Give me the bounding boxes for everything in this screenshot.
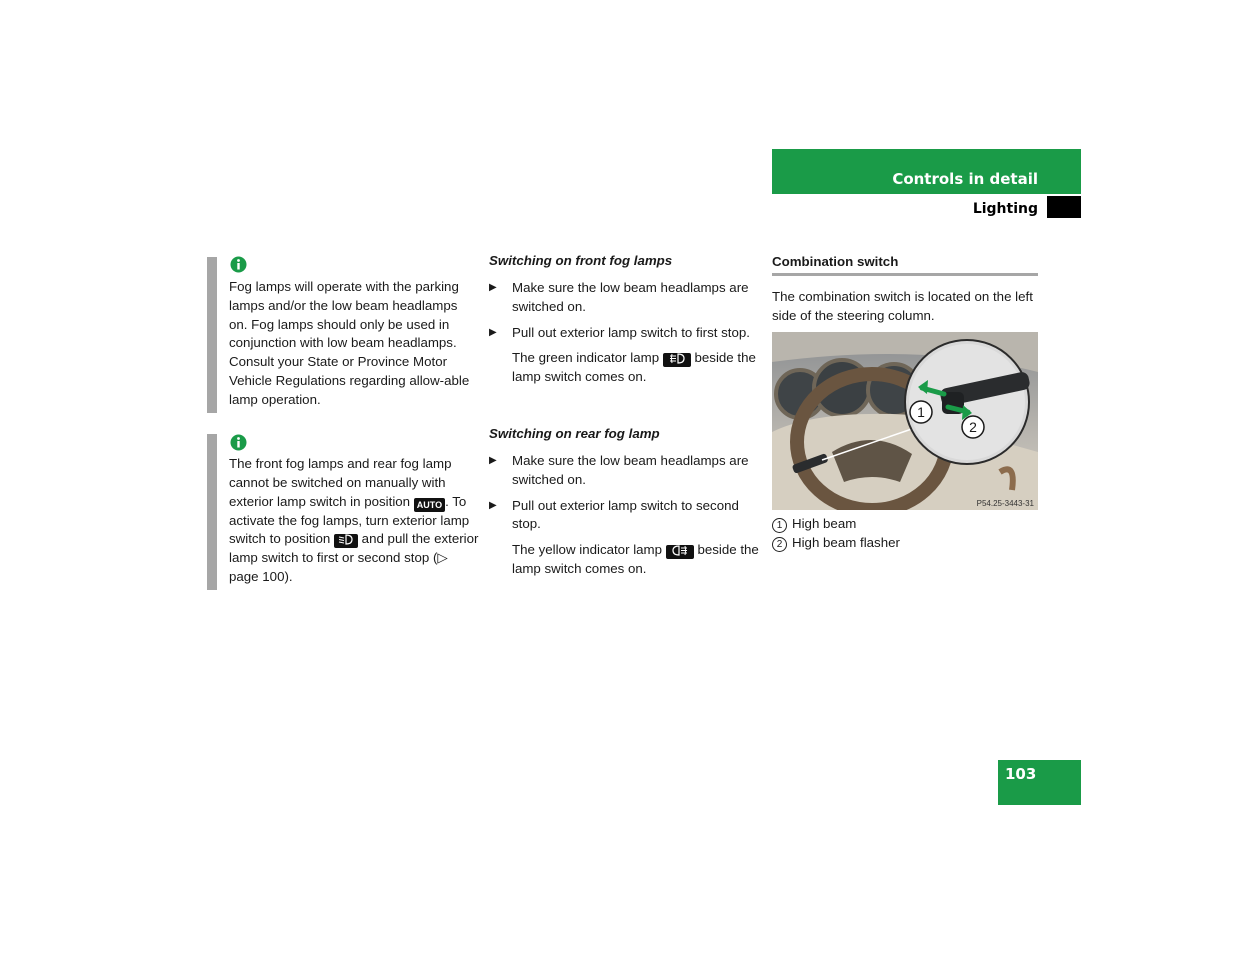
- auto-symbol-icon: AUTO: [414, 498, 445, 512]
- svg-text:1: 1: [917, 404, 925, 420]
- info-icon: [230, 434, 247, 451]
- info-icon: [230, 256, 247, 273]
- legend-item: 1 High beam: [772, 515, 1042, 534]
- bullet-arrow-icon: ▶: [489, 455, 497, 466]
- front-fog-heading: Switching on front fog lamps: [489, 253, 673, 268]
- step-item: ▶ Make sure the low beam headlamps are switched on.: [489, 280, 749, 314]
- step-item: ▶ Pull out exterior lamp switch to first stop.: [489, 324, 759, 343]
- page-number: 103: [1005, 765, 1037, 783]
- step-item: ▶ Make sure the low beam headlamps are switched on.: [489, 453, 749, 487]
- legend-item: 2 High beam flasher: [772, 534, 1042, 553]
- bullet-arrow-icon: ▶: [489, 499, 497, 511]
- heading-rule: [772, 273, 1038, 276]
- info-bar: [207, 257, 217, 413]
- image-code: P54.25-3443-31: [976, 499, 1034, 508]
- info-text-1: Fog lamps will operate with the parking lamps and/or the low beam headlamps on. Fog lamps should only be used in conjunction with low beam headlamps. Consult your State or Province Motor Vehicle Regulations regarding allow-able lamp operation.: [229, 279, 470, 407]
- front-fog-steps: [489, 279, 759, 387]
- section-marker: [1047, 196, 1081, 218]
- svg-text:2: 2: [969, 419, 977, 435]
- low-beam-symbol-icon: [334, 534, 358, 548]
- front-fog-lamp-icon: [663, 353, 691, 367]
- combination-switch-image: [772, 332, 1038, 510]
- rear-fog-lamp-icon: [666, 545, 694, 559]
- bullet-arrow-icon: ▶: [489, 326, 497, 338]
- info-bar: [207, 434, 217, 590]
- info-text-2: The front fog lamps and rear fog lamp cannot be switched on manually with exterior lamp switch in position AUTO . To activate the fog lamps, turn exterior lamp switch to position and pull the exterior lamp switch to first or second stop (▷ page 100).: [229, 456, 479, 584]
- front-fog-note: The green indicator lamp beside the lamp switch comes on.: [512, 350, 756, 385]
- rear-fog-steps: [489, 452, 759, 579]
- combination-heading: Combination switch: [772, 254, 899, 269]
- legend: [772, 515, 1042, 553]
- page-ref[interactable]: ▷ page 100: [229, 550, 448, 584]
- rear-fog-heading: Switching on rear fog lamp: [489, 426, 660, 441]
- chapter-title: Controls in detail: [892, 170, 1038, 188]
- section-title: Lighting: [972, 201, 1038, 217]
- step-item: ▶ Pull out exterior lamp switch to second stop.: [489, 497, 739, 532]
- rear-fog-note: The yellow indicator lamp beside the lamp switch comes on.: [512, 542, 759, 576]
- bullet-arrow-icon: ▶: [489, 282, 497, 293]
- combination-intro: The combination switch is located on the left side of the steering column.: [772, 289, 1033, 323]
